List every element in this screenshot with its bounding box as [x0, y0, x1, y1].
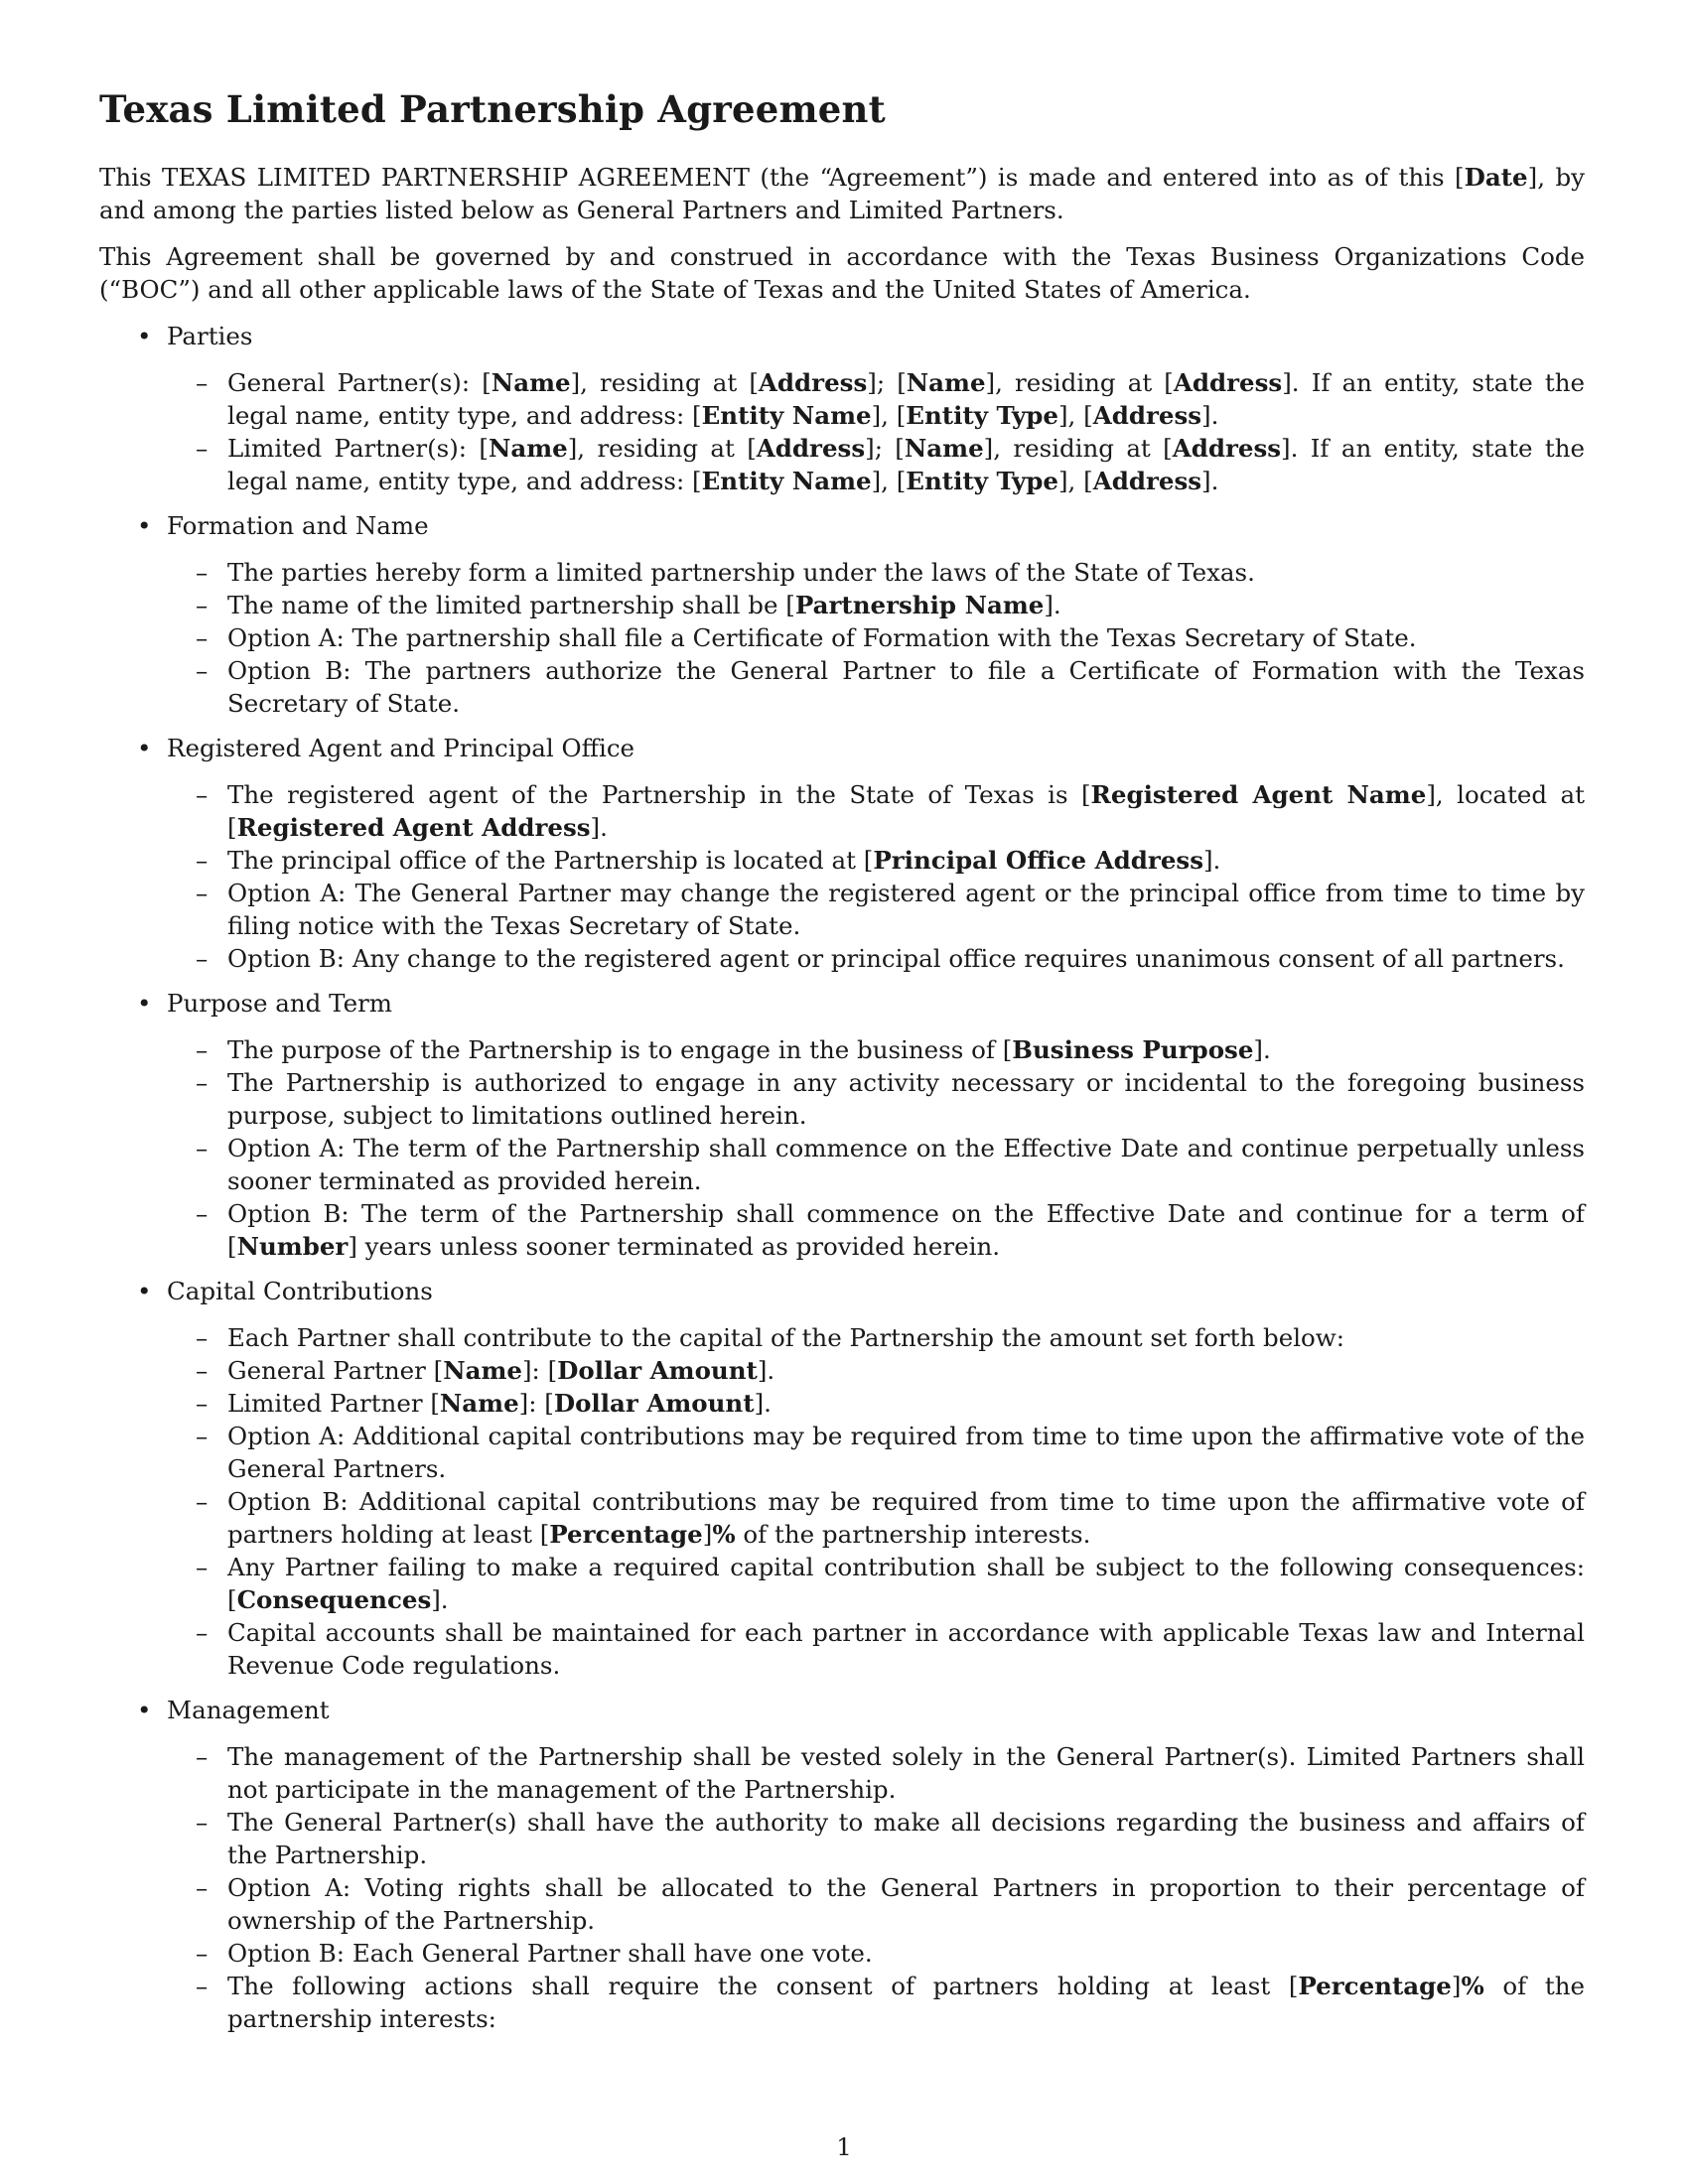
list-item-text: The General Partner(s) shall have the authority to make all decisions regarding the business and affairs of the Partnership.	[227, 1808, 1585, 1869]
list-item-text: Limited Partner(s): [Name], residing at [Address]; [Name], residing at [Address]. If an entity, state the legal name, entity type, and address: [Entity Name], [Entity Type], [Address].	[227, 434, 1585, 495]
list-item-text: The registered agent of the Partnership in the State of Texas is [Registered Agent Name], located at [Registered Agent Address].	[227, 780, 1585, 842]
list-item-text: Option B: Additional capital contributions may be required from time to time upon the affirmative vote of partners holding at least [Percentage]% of the partnership interests.	[227, 1487, 1585, 1549]
dash-icon: –	[196, 1134, 209, 1162]
dash-icon: –	[196, 1422, 209, 1450]
list-item-text: The principal office of the Partnership is located at [Principal Office Address].	[227, 846, 1221, 875]
section-formation-and-name	[99, 509, 1585, 720]
list-item	[167, 1321, 1585, 1354]
bullet-icon: •	[137, 322, 152, 350]
list-item-text: Capital accounts shall be maintained for each partner in accordance with applicable Texas law and Internal Revenue Code regulations.	[227, 1618, 1585, 1680]
bullet-icon: •	[137, 511, 152, 540]
list-item	[167, 1420, 1585, 1485]
section-purpose-and-term	[99, 987, 1585, 1263]
section-capital-contributions	[99, 1275, 1585, 1682]
dash-icon: –	[196, 1487, 209, 1516]
dash-icon: –	[196, 623, 209, 652]
section-title: Purpose and Term	[167, 989, 393, 1018]
list-item	[167, 1354, 1585, 1387]
list-item-text: Option B: The partners authorize the General Partner to file a Certificate of Formation with the Texas Secretary of State.	[227, 656, 1585, 718]
dash-icon: –	[196, 656, 209, 685]
list-item	[167, 778, 1585, 844]
list-item-text: Option B: Each General Partner shall have one vote.	[227, 1939, 873, 1968]
list-item	[167, 1485, 1585, 1551]
dash-icon: –	[196, 1742, 209, 1771]
document-title: Texas Limited Partnership Agreement	[99, 87, 886, 131]
list-item-text: Option A: Additional capital contributions may be required from time to time upon the affirmative vote of the General Partners.	[227, 1422, 1585, 1483]
list-item	[167, 1132, 1585, 1197]
list-item	[167, 1616, 1585, 1682]
list-item	[167, 366, 1585, 432]
section-title: Parties	[167, 322, 253, 350]
list-item	[167, 1033, 1585, 1066]
list-item	[167, 1551, 1585, 1616]
list-item	[167, 556, 1585, 589]
list-item-text: The purpose of the Partnership is to engage in the business of [Business Purpose].	[227, 1035, 1271, 1064]
section-title: Management	[167, 1696, 330, 1724]
list-item-text: Option B: The term of the Partnership shall commence on the Effective Date and continue for a term of [Number] years unless sooner terminated as provided herein.	[227, 1199, 1585, 1261]
dash-icon: –	[196, 846, 209, 875]
section-title: Registered Agent and Principal Office	[167, 734, 635, 762]
section-registered-agent-and-principal-office	[99, 732, 1585, 975]
list-item	[167, 1066, 1585, 1132]
dash-icon: –	[196, 1199, 209, 1228]
dash-icon: –	[196, 1323, 209, 1352]
section-title: Formation and Name	[167, 511, 429, 540]
list-item	[167, 877, 1585, 942]
dash-icon: –	[196, 368, 209, 397]
section-management	[99, 1694, 1585, 2035]
section-parties	[99, 320, 1585, 497]
list-item-text: The following actions shall require the consent of partners holding at least [Percentage]% of the partnership interests:	[227, 1972, 1585, 2033]
list-item	[167, 621, 1585, 654]
list-item-text: The parties hereby form a limited partnership under the laws of the State of Texas.	[227, 558, 1255, 587]
section-title: Capital Contributions	[167, 1277, 433, 1305]
page-number: 1	[836, 2132, 852, 2161]
dash-icon: –	[196, 1356, 209, 1385]
document-body	[99, 87, 1585, 2035]
dash-icon: –	[196, 591, 209, 619]
list-item	[167, 1871, 1585, 1937]
dash-icon: –	[196, 1873, 209, 1902]
dash-icon: –	[196, 1939, 209, 1968]
list-item-text: The Partnership is authorized to engage in any activity necessary or incidental to the foregoing business purpose, subject to limitations outlined herein.	[227, 1068, 1585, 1130]
section-items	[167, 1321, 1585, 1682]
list-item	[167, 1970, 1585, 2035]
dash-icon: –	[196, 434, 209, 463]
bullet-icon: •	[137, 989, 152, 1018]
section-items	[167, 778, 1585, 975]
list-item	[167, 589, 1585, 621]
list-item	[167, 844, 1585, 877]
section-items	[167, 1033, 1585, 1263]
section-items	[167, 366, 1585, 497]
dash-icon: –	[196, 1553, 209, 1581]
intro-paragraph-1: This TEXAS LIMITED PARTNERSHIP AGREEMENT (the “Agreement”) is made and entered into as of this [Date], by and among the parties listed below as General Partners and Limited Partners.	[99, 163, 1585, 224]
dash-icon: –	[196, 558, 209, 587]
list-item	[167, 654, 1585, 720]
dash-icon: –	[196, 1068, 209, 1097]
list-item-text: Option A: The partnership shall file a Certificate of Formation with the Texas Secretary of State.	[227, 623, 1417, 652]
dash-icon: –	[196, 1389, 209, 1418]
list-item-text: Each Partner shall contribute to the capital of the Partnership the amount set forth below:	[227, 1323, 1345, 1352]
dash-icon: –	[196, 879, 209, 907]
dash-icon: –	[196, 944, 209, 973]
dash-icon: –	[196, 1035, 209, 1064]
list-item-text: The management of the Partnership shall be vested solely in the General Partner(s). Limited Partners shall not participate in the management of the Partnership.	[227, 1742, 1585, 1804]
list-item-text: Option A: The term of the Partnership shall commence on the Effective Date and continue perpetually unless sooner terminated as provided herein.	[227, 1134, 1585, 1195]
list-item-text: Option A: Voting rights shall be allocated to the General Partners in proportion to their percentage of ownership of the Partnership.	[227, 1873, 1585, 1935]
list-item	[167, 1197, 1585, 1263]
bullet-icon: •	[137, 734, 152, 762]
list-item	[167, 432, 1585, 497]
section-items	[167, 1740, 1585, 2035]
section-items	[167, 556, 1585, 720]
list-item-text: Option B: Any change to the registered agent or principal office requires unanimous consent of all partners.	[227, 944, 1565, 973]
list-item	[167, 1740, 1585, 1806]
list-item	[167, 942, 1585, 975]
list-item-text: Limited Partner [Name]: [Dollar Amount].	[227, 1389, 772, 1418]
list-item	[167, 1387, 1585, 1420]
list-item-text: Option A: The General Partner may change the registered agent or the principal office from time to time by filing notice with the Texas Secretary of State.	[227, 879, 1585, 940]
list-item-text: Any Partner failing to make a required capital contribution shall be subject to the following consequences: [Consequences].	[227, 1553, 1585, 1614]
dash-icon: –	[196, 1972, 209, 2000]
dash-icon: –	[196, 1808, 209, 1837]
list-item-text: General Partner [Name]: [Dollar Amount].	[227, 1356, 775, 1385]
sections-list	[99, 320, 1585, 2035]
dash-icon: –	[196, 1618, 209, 1647]
bullet-icon: •	[137, 1277, 152, 1305]
intro-paragraph-2: This Agreement shall be governed by and construed in accordance with the Texas Business Organizations Code (“BOC”) and all other applicable laws of the State of Texas and the United States of America.	[99, 242, 1585, 304]
list-item	[167, 1806, 1585, 1871]
list-item-text: The name of the limited partnership shall be [Partnership Name].	[227, 591, 1061, 619]
bullet-icon: •	[137, 1696, 152, 1724]
list-item	[167, 1937, 1585, 1970]
list-item-text: General Partner(s): [Name], residing at [Address]; [Name], residing at [Address]. If an entity, state the legal name, entity type, and address: [Entity Name], [Entity Type], [Address].	[227, 368, 1585, 430]
dash-icon: –	[196, 780, 209, 809]
